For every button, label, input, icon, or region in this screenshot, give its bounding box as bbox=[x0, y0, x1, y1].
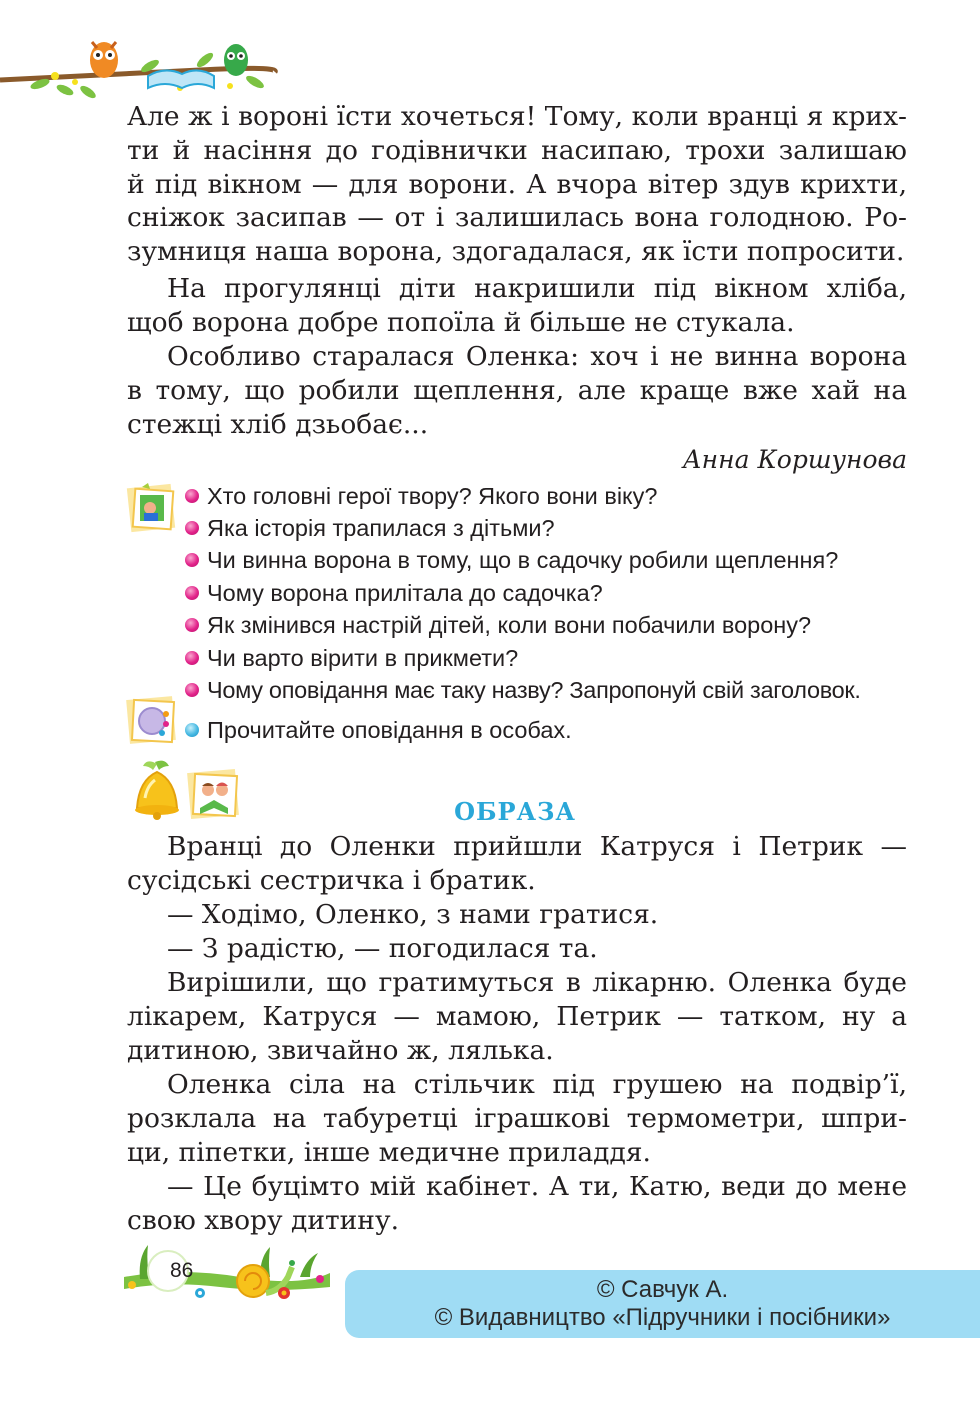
story-paragraph bbox=[127, 830, 907, 898]
text-line: Оленка сіла на стільчик під грушею на подвір’ї, bbox=[167, 1069, 907, 1100]
bullet-icon bbox=[185, 521, 199, 535]
text-line: ти й насіння до годівнички насипаю, трохи залишаю bbox=[127, 134, 907, 166]
story-paragraph bbox=[127, 1068, 907, 1169]
question-text: Чому оповідання має таку назву? Запропонуй свій заголовок. bbox=[207, 677, 861, 703]
text-line: Вирішили, що гратимуться в лікарню. Оленка буде bbox=[167, 967, 907, 998]
story-paragraph bbox=[127, 272, 907, 340]
bullet-icon bbox=[185, 651, 199, 665]
question-text: Чи варто вірити в прикмети? bbox=[207, 645, 519, 671]
text-line: ци, піпетки, інше медичне приладдя. bbox=[127, 1136, 651, 1168]
question-item bbox=[185, 610, 811, 640]
question-text: Чи винна ворона в тому, що в садочку робили щеплення? bbox=[207, 547, 839, 573]
task-item bbox=[185, 715, 572, 745]
text-line: Вранці до Оленки прийшли Катруся і Петрик — bbox=[167, 831, 907, 862]
question-text: Яка історія трапилася з дітьми? bbox=[207, 515, 555, 541]
text-line: дитиною, звичайно ж, лялька. bbox=[127, 1034, 554, 1066]
text-line: розклала на табуретці іграшкові термометри, шпри- bbox=[127, 1102, 907, 1134]
text-line: лікарем, Катруся — мамою, Петрик — татком, ну а bbox=[127, 1000, 907, 1032]
text-line: в тому, що робили щеплення, але краще вже хай на bbox=[127, 374, 907, 406]
question-item bbox=[185, 481, 657, 511]
bullet-icon bbox=[185, 489, 199, 503]
bullet-icon bbox=[185, 553, 199, 567]
text-line: — З радістю, — погодилася та. bbox=[167, 933, 598, 964]
bullet-icon bbox=[185, 683, 199, 697]
question-item bbox=[185, 675, 861, 705]
text-line: Але ж і вороні їсти хочеться! Тому, коли вранці я крих- bbox=[127, 101, 907, 132]
text-line: щоб ворона добре попоїла й більше не стукала. bbox=[127, 306, 795, 338]
bullet-icon bbox=[185, 618, 199, 632]
question-item bbox=[185, 578, 603, 608]
bullet-icon bbox=[185, 586, 199, 600]
text-line: — Ходімо, Оленко, з нами гратися. bbox=[167, 899, 659, 930]
text-line: сніжок засипав — от і залишилась вона голодною. Ро- bbox=[127, 202, 907, 234]
question-item bbox=[185, 545, 838, 575]
text-line: зумниця наша ворона, здогадалася, як їсти попросити. bbox=[127, 236, 905, 268]
story-paragraph bbox=[127, 898, 907, 932]
copyright-publisher: © Видавництво «Підручники і посібники» bbox=[434, 1304, 891, 1331]
task-text: Прочитайте оповідання в особах. bbox=[207, 717, 572, 743]
text-line: Особливо старалася Оленка: хоч і не винна ворона bbox=[167, 341, 907, 372]
page-number: 86 bbox=[170, 1259, 194, 1282]
story-paragraph bbox=[127, 932, 907, 966]
text-line: сусідські сестричка і братик. bbox=[127, 864, 536, 896]
copyright-author: © Савчук А. bbox=[596, 1276, 729, 1303]
text-line: стежці хліб дзьобає... bbox=[127, 408, 429, 440]
text-line: свою хвору дитину. bbox=[127, 1204, 399, 1236]
copyright-band bbox=[345, 1270, 980, 1338]
question-item bbox=[185, 513, 555, 543]
story-author: Анна Коршунова bbox=[682, 445, 907, 474]
question-item bbox=[185, 643, 518, 673]
text-line: й під вікном — для ворони. А вчора вітер здув крихти, bbox=[127, 168, 907, 200]
question-text: Хто головні герої твору? Якого вони віку? bbox=[207, 483, 658, 509]
palette-card-icon bbox=[124, 692, 180, 746]
story-paragraph bbox=[127, 100, 907, 269]
text-line: — Це буцімто мій кабінет. А ти, Катю, веди до мене bbox=[167, 1171, 907, 1202]
question-text: Чому ворона прилітала до садочка? bbox=[207, 580, 603, 606]
bullet-icon bbox=[185, 723, 199, 737]
question-card-icon bbox=[126, 481, 178, 535]
story-paragraph bbox=[127, 1170, 907, 1238]
owl-branch-book-decoration bbox=[0, 30, 290, 110]
story-paragraph bbox=[127, 966, 907, 1067]
story-paragraph bbox=[127, 340, 907, 441]
text-line: На прогулянці діти накришили під вікном хліба, bbox=[167, 273, 907, 304]
question-text: Як змінився настрій дітей, коли вони побачили ворону? bbox=[207, 612, 812, 638]
snail-flowers-decoration bbox=[120, 1237, 335, 1309]
story-title: ОБРАЗА bbox=[454, 797, 576, 826]
